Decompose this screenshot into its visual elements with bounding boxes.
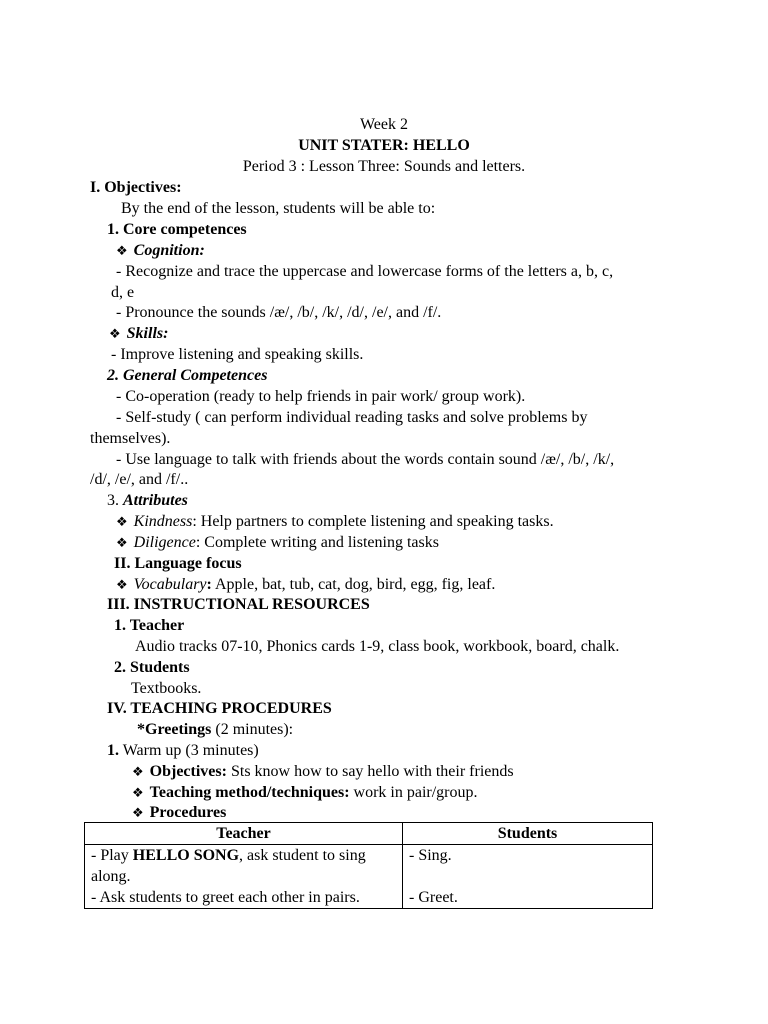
students-column-header: Students xyxy=(403,823,653,845)
teaching-method-text: work in pair/group. xyxy=(349,784,478,801)
diamond-bullet-icon: ❖ xyxy=(116,244,128,259)
attributes-number: 3. xyxy=(107,492,119,509)
skills-item-1: - Improve listening and speaking skills. xyxy=(111,346,364,363)
skills-label: Skills: xyxy=(126,325,169,342)
skills-line xyxy=(109,324,168,345)
diamond-bullet-icon: ❖ xyxy=(132,806,144,821)
diamond-bullet-icon: ❖ xyxy=(116,536,128,551)
greetings-label: *Greetings xyxy=(137,721,212,738)
cell-text: - Ask students to greet each other in pairs. xyxy=(91,889,360,906)
kindness-text: : Help partners to complete listening and speaking tasks. xyxy=(192,513,554,530)
period-title: Period 3 : Lesson Three: Sounds and letters. xyxy=(242,158,526,175)
week-label: Week 2 xyxy=(359,116,409,133)
vocabulary-label: Vocabulary xyxy=(133,576,207,593)
table-header-row xyxy=(85,823,653,845)
students-resources-text: Textbooks. xyxy=(131,680,202,697)
attributes-label: Attributes xyxy=(123,492,188,509)
cell-text: - Play xyxy=(91,847,133,864)
general-competences-heading: 2. General Competences xyxy=(107,367,268,384)
diamond-bullet-icon: ❖ xyxy=(132,765,144,780)
teacher-column-header: Teacher xyxy=(85,823,403,845)
diamond-bullet-icon: ❖ xyxy=(132,786,144,801)
unit-title: UNIT STATER: HELLO xyxy=(298,137,470,154)
objectives-intro: By the end of the lesson, students will be able to: xyxy=(121,200,436,217)
greetings-line xyxy=(137,720,293,740)
cognition-line xyxy=(116,241,205,262)
core-competences-heading: 1. Core competences xyxy=(107,221,247,238)
cell-text: - Greet. xyxy=(409,889,458,906)
diamond-bullet-icon: ❖ xyxy=(116,515,128,530)
cognition-item-1b: d, e xyxy=(111,284,135,301)
cognition-label: Cognition: xyxy=(133,242,205,259)
warmup-objectives-line xyxy=(132,762,514,783)
diamond-bullet-icon: ❖ xyxy=(109,327,121,342)
kindness-label: Kindness xyxy=(133,513,193,530)
general-item-3a: - Use language to talk with friends about the words contain sound /æ/, /b/, /k/, xyxy=(116,451,615,468)
general-item-1: - Co-operation (ready to help friends in pair work/ group work). xyxy=(116,388,526,405)
teaching-method-label: Teaching method/techniques: xyxy=(149,784,350,801)
vocabulary-line xyxy=(116,575,495,596)
warmup-objectives-label: Objectives: xyxy=(149,763,227,780)
vocabulary-colon: : xyxy=(206,576,212,593)
teaching-method-line xyxy=(132,783,478,804)
hello-song-label: HELLO SONG xyxy=(132,847,240,864)
students-resources-heading: 2. Students xyxy=(114,659,190,676)
warmup-objectives-text: Sts know how to say hello with their friends xyxy=(226,763,514,780)
warmup-text: Warm up (3 minutes) xyxy=(119,742,259,759)
diligence-text: : Complete writing and listening tasks xyxy=(195,534,439,551)
procedures-table xyxy=(84,822,653,909)
diamond-bullet-icon: ❖ xyxy=(116,578,128,593)
students-cell xyxy=(403,845,653,909)
warmup-number: 1. xyxy=(107,742,119,759)
diligence-label: Diligence xyxy=(133,534,196,551)
warmup-line xyxy=(107,741,259,761)
procedures-line xyxy=(132,803,226,824)
diligence-line xyxy=(116,533,439,554)
greetings-time: (2 minutes): xyxy=(211,721,294,738)
objectives-heading: I. Objectives: xyxy=(90,179,182,196)
general-item-3b: /d/, /e/, and /f/.. xyxy=(90,471,189,488)
attributes-heading xyxy=(107,491,188,511)
teacher-resources-text: Audio tracks 07-10, Phonics cards 1-9, class book, workbook, board, chalk. xyxy=(135,638,620,655)
procedures-heading: IV. TEACHING PROCEDURES xyxy=(107,700,332,717)
vocabulary-text: Apple, bat, tub, cat, dog, bird, egg, fig, leaf. xyxy=(211,576,496,593)
procedures-label: Procedures xyxy=(149,804,227,821)
teacher-cell xyxy=(85,845,403,909)
cell-text: - Sing. xyxy=(409,847,452,864)
cell-text: , ask student to sing along. xyxy=(91,847,366,885)
teacher-resources-heading: 1. Teacher xyxy=(114,617,185,634)
general-item-2a: - Self-study ( can perform individual reading tasks and solve problems by xyxy=(116,409,588,426)
kindness-line xyxy=(116,512,554,533)
language-focus-heading: II. Language focus xyxy=(114,555,242,572)
resources-heading: III. INSTRUCTIONAL RESOURCES xyxy=(107,596,370,613)
table-row xyxy=(85,845,653,909)
cognition-item-1a: - Recognize and trace the uppercase and lowercase forms of the letters a, b, c, xyxy=(116,263,614,280)
general-item-2b: themselves). xyxy=(90,430,171,447)
cognition-item-2: - Pronounce the sounds /æ/, /b/, /k/, /d/, /e/, and /f/. xyxy=(116,304,442,321)
